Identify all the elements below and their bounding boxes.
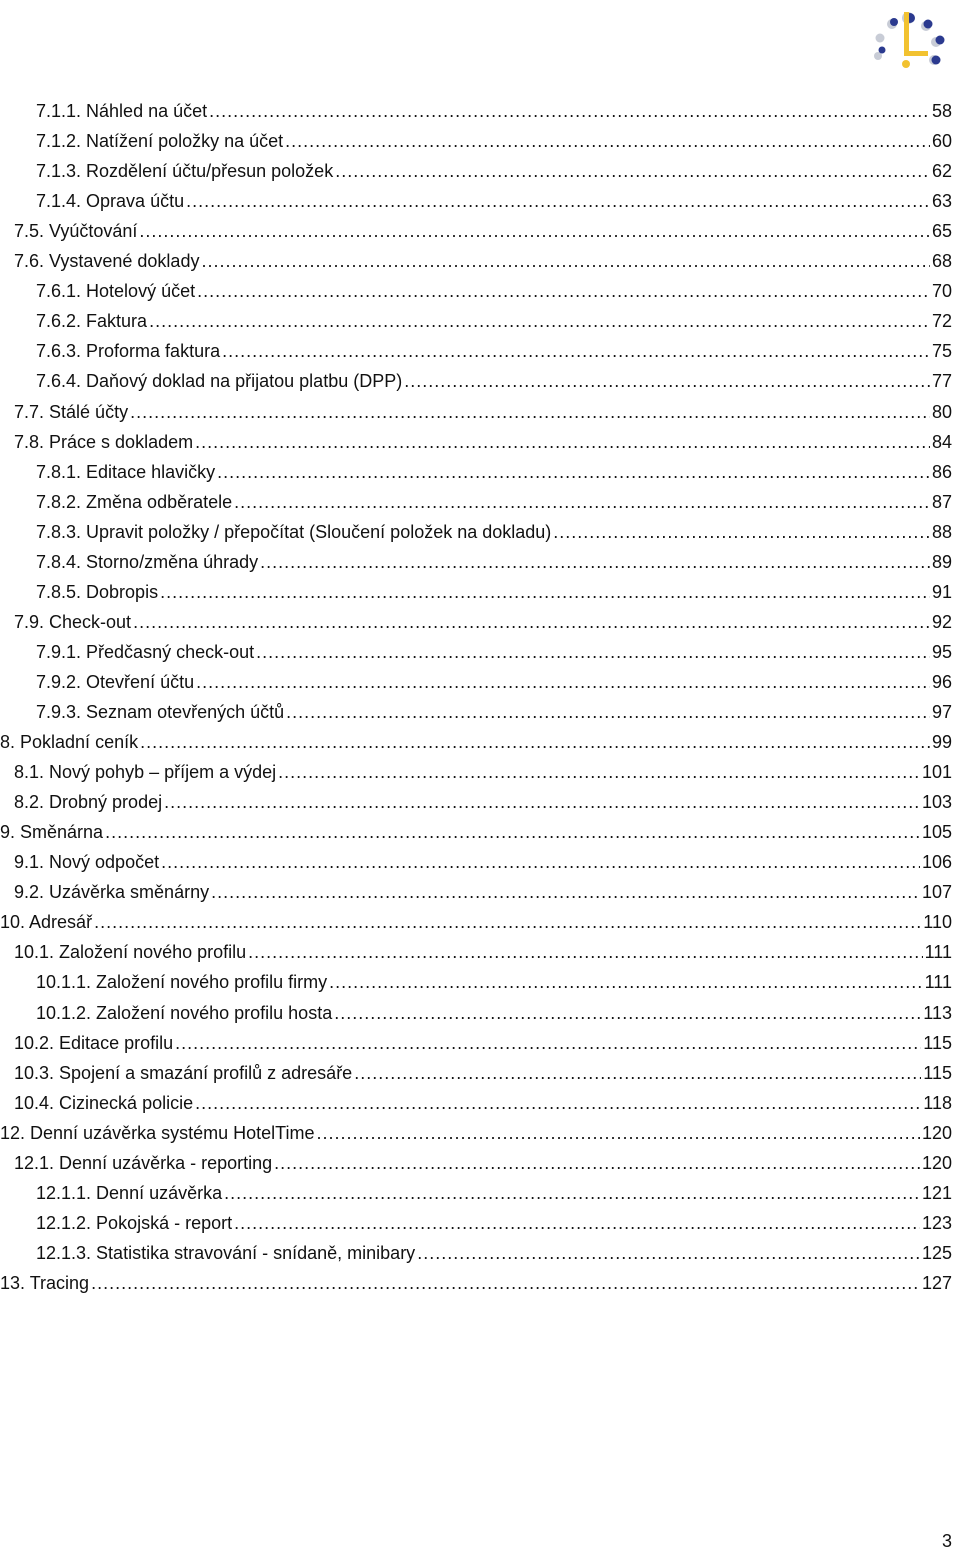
toc-entry[interactable] <box>14 607 952 637</box>
toc-dot-leader <box>248 937 922 967</box>
toc-dot-leader <box>211 877 920 907</box>
toc-entry[interactable] <box>14 1058 952 1088</box>
toc-dot-leader <box>133 607 930 637</box>
toc-dot-leader <box>224 1178 920 1208</box>
toc-entry-label: 10.3. Spojení a smazání profilů z adresáře <box>14 1062 353 1083</box>
toc-entry[interactable] <box>14 757 952 787</box>
toc-dot-leader <box>234 487 930 517</box>
company-logo-icon <box>864 4 956 74</box>
toc-entry-page: 70 <box>931 281 952 302</box>
toc-entry-label: 7.1.4. Oprava účtu <box>36 191 185 212</box>
toc-entry-page: 97 <box>931 702 952 722</box>
toc-dot-leader <box>105 817 920 847</box>
toc-entry[interactable] <box>36 336 952 366</box>
toc-dot-leader <box>274 1148 920 1178</box>
toc-entry[interactable] <box>36 306 952 336</box>
toc-entry-label: 7.8. Práce s dokladem <box>14 431 194 452</box>
toc-entry[interactable] <box>36 366 952 396</box>
toc-entry-page: 75 <box>931 341 952 362</box>
toc-entry-label: 7.1.1. Náhled na účet <box>36 101 208 121</box>
toc-entry-page: 111 <box>924 972 952 993</box>
toc-entry[interactable] <box>14 246 952 276</box>
toc-entry-page: 115 <box>923 1062 952 1083</box>
toc-dot-leader <box>222 336 930 366</box>
toc-entry[interactable] <box>36 457 952 487</box>
toc-entry-label: 10.2. Editace profilu <box>14 1032 174 1053</box>
toc-entry-page: 62 <box>931 161 952 182</box>
toc-entry-label: 12.1.2. Pokojská - report <box>36 1212 233 1233</box>
toc-entry-label: 8. Pokladní ceník <box>0 732 139 753</box>
toc-entry-page: 113 <box>923 1002 952 1023</box>
toc-dot-leader <box>149 306 930 336</box>
toc-dot-leader <box>160 577 930 607</box>
toc-entry-page: 106 <box>921 852 952 873</box>
toc-dot-leader <box>139 216 930 246</box>
toc-entry[interactable] <box>14 877 952 907</box>
toc-entry-page: 68 <box>931 251 952 272</box>
toc-entry-label: 7.6. Vystavené doklady <box>14 251 200 272</box>
toc-entry-page: 127 <box>921 1272 952 1293</box>
toc-entry-page: 89 <box>931 551 952 572</box>
toc-dot-leader <box>234 1208 920 1238</box>
toc-entry[interactable] <box>14 787 952 817</box>
toc-entry-label: 9.2. Uzávěrka směnárny <box>14 882 210 903</box>
toc-entry[interactable] <box>14 847 952 877</box>
toc-dot-leader <box>164 787 920 817</box>
toc-entry[interactable] <box>0 1118 952 1148</box>
toc-entry[interactable] <box>36 186 952 216</box>
toc-dot-leader <box>354 1058 921 1088</box>
toc-entry-label: 7.7. Stálé účty <box>14 401 129 422</box>
toc-entry[interactable] <box>36 998 952 1028</box>
toc-entry[interactable] <box>14 1148 952 1178</box>
toc-entry[interactable] <box>36 126 952 156</box>
toc-entry[interactable] <box>0 817 952 847</box>
toc-dot-leader <box>335 156 930 186</box>
toc-dot-leader <box>91 1268 920 1298</box>
toc-entry[interactable] <box>36 547 952 577</box>
toc-dot-leader <box>260 547 930 577</box>
toc-entry-page: 63 <box>931 191 952 212</box>
toc-entry-page: 60 <box>931 131 952 152</box>
toc-dot-leader <box>130 397 930 427</box>
toc-entry-page: 88 <box>931 521 952 542</box>
toc-entry-label: 7.1.3. Rozdělení účtu/přesun položek <box>36 161 334 182</box>
toc-entry-label: 7.8.5. Dobropis <box>36 581 159 602</box>
toc-dot-leader <box>140 727 930 757</box>
toc-entry-label: 10.1.1. Založení nového profilu firmy <box>36 972 328 993</box>
toc-entry-label: 10.4. Cizinecká policie <box>14 1092 194 1113</box>
toc-entry-label: 7.6.1. Hotelový účet <box>36 281 196 302</box>
toc-entry-label: 7.9.1. Předčasný check-out <box>36 641 255 662</box>
toc-entry-label: 12.1.3. Statistika stravování - snídaně, minibary <box>36 1242 416 1263</box>
toc-entry[interactable] <box>14 397 952 427</box>
toc-dot-leader <box>201 246 930 276</box>
toc-entry[interactable] <box>36 967 952 997</box>
toc-entry-label: 7.6.4. Daňový doklad na přijatou platbu (DPP) <box>36 371 403 392</box>
toc-entry[interactable] <box>36 1178 952 1208</box>
toc-entry-page: 58 <box>931 101 952 121</box>
toc-entry-page: 101 <box>921 762 952 783</box>
toc-dot-leader <box>417 1238 920 1268</box>
toc-entry[interactable] <box>14 427 952 457</box>
toc-dot-leader <box>197 276 930 306</box>
toc-dot-leader <box>316 1118 919 1148</box>
toc-dot-leader <box>404 366 930 396</box>
toc-entry-page: 80 <box>931 401 952 422</box>
toc-entry[interactable] <box>14 1028 952 1058</box>
toc-entry-page: 120 <box>921 1152 952 1173</box>
toc-entry[interactable] <box>0 907 952 937</box>
toc-dot-leader <box>195 1088 921 1118</box>
toc-entry-page: 120 <box>921 1122 952 1143</box>
toc-entry[interactable] <box>36 1238 952 1268</box>
toc-entry-label: 7.8.4. Storno/změna úhrady <box>36 551 259 572</box>
toc-dot-leader <box>278 757 920 787</box>
toc-entry-page: 110 <box>923 912 952 933</box>
toc-entry-label: 7.9.3. Seznam otevřených účtů <box>36 702 285 722</box>
toc-entry[interactable] <box>14 216 952 246</box>
toc-dot-leader <box>553 517 930 547</box>
toc-entry-label: 12. Denní uzávěrka systému HotelTime <box>0 1122 315 1143</box>
toc-entry-label: 10.1.2. Založení nového profilu hosta <box>36 1002 333 1023</box>
toc-entry-page: 95 <box>931 641 952 662</box>
toc-entry-page: 118 <box>923 1092 952 1113</box>
toc-dot-leader <box>195 427 930 457</box>
toc-entry[interactable] <box>36 487 952 517</box>
toc-entry-page: 105 <box>921 822 952 843</box>
toc-entry-label: 7.6.2. Faktura <box>36 311 148 332</box>
toc-entry-page: 92 <box>931 611 952 632</box>
toc-entry-label: 7.5. Vyúčtování <box>14 221 138 242</box>
toc-entry-page: 121 <box>921 1182 952 1203</box>
page-number: 3 <box>941 1531 952 1551</box>
toc-entry-label: 8.1. Nový pohyb – příjem a výdej <box>14 762 277 783</box>
toc-dot-leader <box>94 907 921 937</box>
toc-entry-label: 9. Směnárna <box>0 822 104 843</box>
toc-entry-label: 7.9. Check-out <box>14 611 132 632</box>
toc-entry-page: 111 <box>924 942 952 963</box>
toc-dot-leader <box>329 967 922 997</box>
toc-dot-leader <box>285 126 930 156</box>
toc-entry-label: 12.1. Denní uzávěrka - reporting <box>14 1152 273 1173</box>
toc-entry-page: 86 <box>931 461 952 482</box>
toc-entry-page: 96 <box>931 671 952 692</box>
toc-dot-leader <box>161 847 920 877</box>
toc-entry-label: 12.1.1. Denní uzávěrka <box>36 1182 223 1203</box>
toc-entry[interactable] <box>36 96 952 126</box>
toc-entry[interactable] <box>36 276 952 306</box>
toc-entry-page: 77 <box>931 371 952 392</box>
toc-entry-page: 115 <box>923 1032 952 1053</box>
toc-entry[interactable] <box>36 517 952 547</box>
toc-entry[interactable] <box>0 727 952 757</box>
toc-entry-page: 107 <box>921 882 952 903</box>
toc-entry[interactable] <box>0 1268 952 1298</box>
toc-entry-label: 7.8.1. Editace hlavičky <box>36 461 216 482</box>
toc-entry[interactable] <box>14 937 952 967</box>
toc-dot-leader <box>334 998 921 1028</box>
toc-entry-label: 8.2. Drobný prodej <box>14 792 163 813</box>
toc-entry[interactable] <box>36 637 952 667</box>
toc-dot-leader <box>256 637 930 667</box>
toc-entry-page: 72 <box>931 311 952 332</box>
toc-entry-page: 91 <box>931 581 952 602</box>
toc-entry-page: 123 <box>921 1212 952 1233</box>
toc-entry-label: 7.6.3. Proforma faktura <box>36 341 221 362</box>
toc-entry-label: 7.8.2. Změna odběratele <box>36 491 233 512</box>
toc-entry[interactable] <box>14 1088 952 1118</box>
toc-dot-leader <box>196 667 930 697</box>
toc-entry-label: 7.1.2. Natížení položky na účet <box>36 131 284 152</box>
toc-entry-page: 99 <box>931 732 952 753</box>
toc-dot-leader <box>175 1028 921 1058</box>
toc-entry-label: 10.1. Založení nového profilu <box>14 942 247 963</box>
toc-entry-label: 7.8.3. Upravit položky / přepočítat (Sloučení položek na dokladu) <box>36 521 552 542</box>
toc-dot-leader <box>209 96 930 126</box>
toc-entry-page: 65 <box>931 221 952 242</box>
toc-entry-label: 13. Tracing <box>0 1272 90 1293</box>
toc-entry-page: 84 <box>931 431 952 452</box>
toc-entry-label: 7.9.2. Otevření účtu <box>36 671 195 692</box>
toc-entry-page: 125 <box>921 1242 952 1263</box>
toc-entry[interactable] <box>36 1208 952 1238</box>
toc-entry[interactable] <box>36 156 952 186</box>
toc-dot-leader <box>286 697 930 727</box>
toc-dot-leader <box>186 186 930 216</box>
toc-entry[interactable] <box>36 577 952 607</box>
toc-entry-page: 87 <box>931 491 952 512</box>
toc-dot-leader <box>217 457 930 487</box>
toc-entry-page: 103 <box>921 792 952 813</box>
toc-entry-label: 9.1. Nový odpočet <box>14 852 160 873</box>
toc-entry-label: 10. Adresář <box>0 912 93 933</box>
toc-entry[interactable] <box>36 697 952 727</box>
toc-entry[interactable] <box>36 667 952 697</box>
